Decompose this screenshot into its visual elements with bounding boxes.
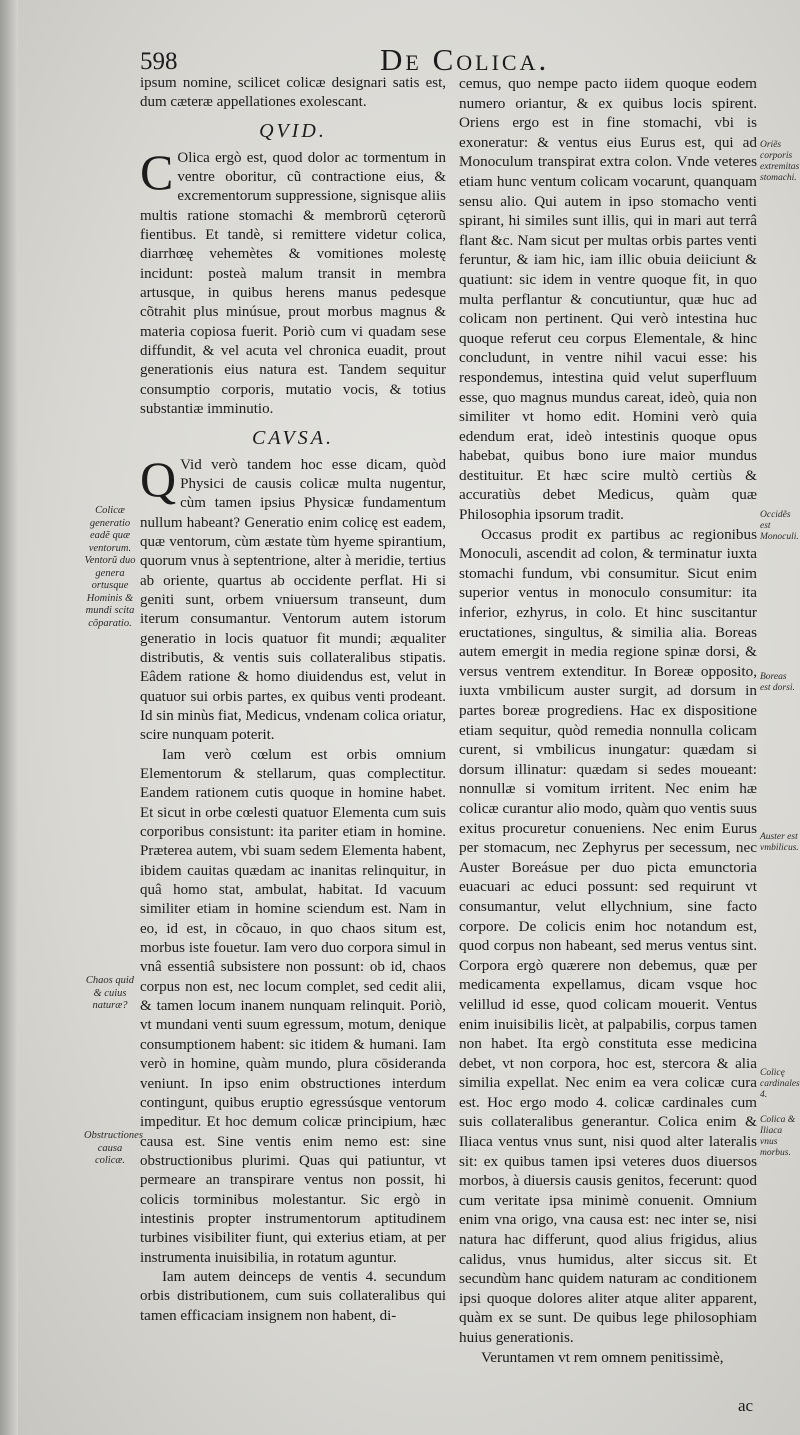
paragraph-cemus: cemus, quo nempe pacto iidem quoque eodem numero oriantur, & ex quibus locis spirent. Oriens ergo est in fine stomachi, vbi is exoneratur: & ventus eius Eurus est, qui ad Monoculum transpirat extra colon. Vnde veteres etiam hunc ventum colicam vocarunt, quanquam sensu alio. Qui autem in ipso stomacho venti spirant, hi similes sunt illis, qui in mari aut terrâ flant &c. Nam sicut per multas orbis partes venti feruntur, & iam hic, iam illic obuia deiiciunt & quatiunt: sic idem in ventre quoque fit, in quo multa perflantur & concutiuntur, quæ huc ad colicam non pertinent. Qui verò intestina huc quoque referut ceu corpus Elementale, & hinc concludunt, in ventre nihil vacui esse: his respondemus, intestina quid velut superfluum esse, quo magnus mundus careat, ideò, quia non similiter vt homo edit. Homini verò quia edendum erat, ideò intestinis quoque opus habebat, quibus bono iure maior mundus destituitur. Et hæc scire multò certiùs & accuratiùs debet Medicus, quàm quæ Philosophia ipsorum tradit. xyxy=(459,75,757,524)
margin-note-left-3: Obstructiones causa colicæ. xyxy=(84,1130,143,1166)
catchword: ac xyxy=(738,1396,754,1415)
page-gutter xyxy=(0,0,18,1435)
quid-text: Olica ergò est, quod dolor ac tormentum in ventre oboritur, cũ contractione eius, & excrementorum suppressione, signisque aliis multis ratione stomachi & membrorũ cęterorũ fientibus. Et tandè, si remittere videtur colica, diarrhœę vehemètes & vomitiones molestę incidunt: posteà malum transit in membra artusque, in quibus herens manus pedesque cõtrahit plus minúsue, prout morbus magnus & materia copiosa fuerit. Poriò cum vi quadam sese diffundit, & vel acuta vel chronica euadit, prout generationis eius natura est. Tandem sequitur consumptio corporis, mutatio vocis, & totius substantiæ imminutio. xyxy=(140,149,446,418)
margin-note-left-2: Chaos quid & cuius naturæ? xyxy=(85,975,135,1011)
running-title: De Colica. xyxy=(380,42,550,77)
margin-note-right-2: Occidẽs est Monoculi. xyxy=(760,510,799,542)
margin-note-right-5: Colicę cardinales 4. xyxy=(760,1068,800,1100)
right-column xyxy=(459,74,757,1367)
paragraph-iam-autem: Iam autem deinceps de ventis 4. secundum orbis distributionem, cum suis collateralibus qui tamen efficaciam insignem non habent, di- xyxy=(140,1268,446,1324)
opening-lines: ipsum nomine, scilicet colicæ designari satis est, dum cæteræ appellationes exolescant. xyxy=(140,75,446,111)
left-column xyxy=(140,74,446,1326)
margin-note-right-4: Auster est vmbilicus. xyxy=(760,832,799,853)
dropcap-q: Q xyxy=(140,450,177,507)
margin-note-right-6: Colica & Iliaca vnus morbus. xyxy=(760,1115,796,1158)
paragraph-veruntamen: Veruntamen vt rem omnem penitissimè, xyxy=(481,1348,724,1366)
causa-paragraph xyxy=(140,450,446,746)
margin-note-left-1: Colicæ generatio eadẽ quæ ventorum. Ventorũ duo genera ortusque Hominis & mundi scita cõparatio. xyxy=(84,505,136,629)
causa-text: Vid verò tandem hoc esse dicam, quòd Physici de causis colicæ multa nugentur, cùm tamen ipsius Physicæ fundamentum nullum habeant? Generatio enim colicę est eadem, quæ ventorum, cùm æstate tùm hyeme spirantium, quorum vnus à septentrione, alter à meridie, tertius ab oriente, quartus ab occidente perflat. Hi si geniti sunt, orbem vniuersum transeunt, dum iterum consumantur. Ventorum autem istorum generatio in locis quatuor fit mundi; æqualiter distributis, & ventis suis collateralibus stipatis. Eâdem ratione & homo diuidendus est, velut in quatuor sui orbis partes, ex quibus venti prodeant. Id sin minùs fiat, Medicus, vndenam colica oriatur, scire nunquam poterit. xyxy=(140,456,446,744)
quid-paragraph xyxy=(140,143,446,420)
margin-note-right-1: Oriẽs corporis extremitas stomachi. xyxy=(760,140,800,183)
dropcap-c: C xyxy=(140,143,174,200)
heading-quid: QVID. xyxy=(259,119,327,142)
margin-note-right-3: Boreas est dorsi. xyxy=(760,672,795,693)
heading-causa: CAVSA. xyxy=(252,426,334,449)
paragraph-occasus: Occasus prodit ex partibus ac regionibus Monoculi, ascendit ad colon, & terminatur iuxta stomachi fundum, vbi consumitur. Sicut enim superior ventus in monoculo consumitur: ita inferior, ezhyrus, in colo. Et hinc suscitantur eructationes, singultus, & similia alia. Boreas autem emergit in media regione spinæ dorsi, & versus ventrem extenditur. In Boreæ opposito, iuxta vmbilicum auster surgit, ad dorsum in partes boreæ progrediens. Hac ex dispositione etiam sequitur, quòd remedia nonnulla colicam curent, si vmbilicus inungatur: quædam si dorsum illinatur: quædam si sedes moueant: nonnullæ si vomitum irritent. Nec enim hæ colicæ curantur alio modo, quàm quo ventis suus exitus procuretur conueniens. Nec enim Eurus per stomacum, nec Zephyrus per secessum, nec Auster Boreásue per duo picta emunctoria euacuari ac educi possunt: sed requirunt vt consumantur, velut ellychnium, sine facto corpore. De colicis enim hoc notandum est, quod corpus non habeant, sed merus ventus sint. Corpora ergò quærere non debemus, quæ per medicamenta expellamus, dicam vsque hoc velillud id esse, quod colicam mouerit. Ventus enim inuisibilis licèt, at palpabilis, corpus tamen non habet. Ita ergò constituta esse medicina debet, vt non corpora, hoc est, stercora & alia similia expellat. Nec enim ea vera colicæ cura est. Hoc ergo modo 4. colicæ cardinales cum suis collateralibus generantur. Colica enim & Iliaca ventus vnus sunt, nisi quod alter lateralis sit: ex quibus tamen ipsi veteres duos diuersos morbos, à diuersis causis genitos, fecerunt: quod cum veritate ipsa minimè conuenit. Omnium enim vna origo, vna causa est: nec inter se, nisi natura hac differunt, quod alius frigidus, alius calidus, vnus humidus, alter siccus sit. Et secundùm hanc quidem naturam ac conditionem ipsi quoque dolores aliter atque aliter apparent, quàm ex se sunt. De quibus lege philosophiam huius generationis. xyxy=(459,525,757,1346)
page-number: 598 xyxy=(140,48,178,75)
paragraph-iam-vero: Iam verò cœlum est orbis omnium Elementorum & stellarum, quas complectitur. Eandem rationem cutis quoque in homine habet. Et sicut in orbe cœlesti quatuor Elementa cum suis corporibus consistunt: ita pariter etiam in homine. Præterea autem, vbi suam sedem Elementa habent, ibidem cauitas quædam ac inanitas relinquitur, in quâ homo stat, ambulat, habitat. Id vacuum similiter etiam in homine sciendum est. Nam in eo, id est, in cõcauo, in quo chaos situm est, morbus iste fouetur. Iam vero duo corpora simul in vnâ essentiâ subsistere non possunt: ob id, chaos corpus non est, nec locum complet, sed cedit alii, & tamen locum inanem nunquam relinquit. Poriò, vt mundani venti suum egressum, motum, denique consumptionem habent: sic itidem & humani. Iam verò in homine, quàm mundo, plura cōsideranda veniunt. In ipso enim obstructiones interdum contingunt, quibus eruptio egressúsque ventorum impeditur. Et hoc demum colicæ principium, hæc causa est. Sine ventis enim nemo est: sine obstructionibus plurimi. Quas qui patiuntur, vt permeare an transpirare ventus non possit, hi colicis torminibus molestantur. Sic ergò in intestinis propter instrumentorum aptitudinem turbines visibiliter fiunt, qui exterius etiam, at per instrumenta inuisibilia, in rotatum aguntur. xyxy=(140,746,446,1266)
